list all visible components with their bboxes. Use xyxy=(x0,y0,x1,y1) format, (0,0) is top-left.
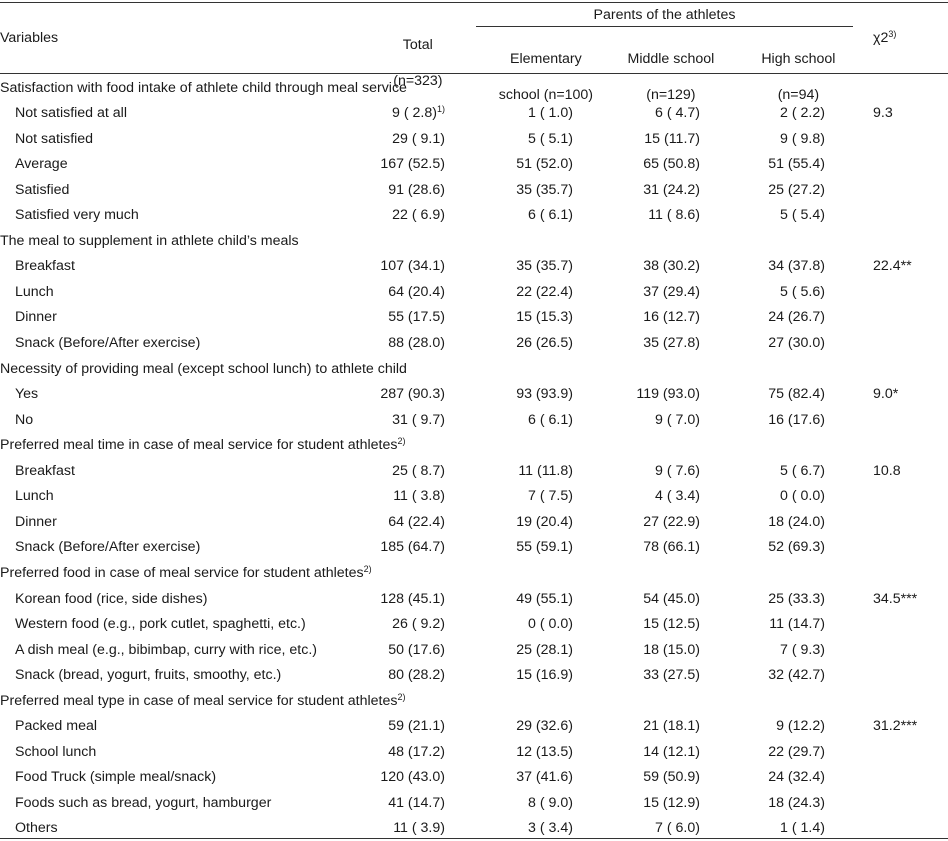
chi-square-value: 9.0* xyxy=(873,386,899,403)
row-label: School lunch xyxy=(15,743,97,760)
row-label: Dinner xyxy=(15,513,57,530)
middle-value: 78 (66.1) xyxy=(643,539,700,556)
high-value: 7 ( 9.3) xyxy=(780,641,825,658)
cell-text: 48 (17.2) xyxy=(388,743,445,760)
section-title xyxy=(0,564,372,582)
high-value: 25 (27.2) xyxy=(768,181,825,198)
high-value: 5 ( 6.7) xyxy=(780,462,825,479)
cell-text: Necessity of providing meal (except school lunch) to athlete child xyxy=(0,360,407,377)
cell-text: 64 (22.4) xyxy=(388,513,445,530)
high-value: 52 (69.3) xyxy=(768,539,825,556)
row-label: Snack (bread, yogurt, fruits, smoothy, etc.) xyxy=(15,667,282,684)
middle-value: 16 (12.7) xyxy=(643,309,700,326)
middle-value: 54 (45.0) xyxy=(643,590,700,607)
high-value: 0 ( 0.0) xyxy=(780,488,825,505)
elementary-value: 93 (93.9) xyxy=(516,386,573,403)
total-value xyxy=(330,462,445,480)
chi-square-value: 34.5*** xyxy=(873,590,918,607)
header-middle-line1: Middle school xyxy=(627,51,715,67)
cell-text: 26 ( 9.2) xyxy=(392,616,445,633)
cell-text: 31 ( 9.7) xyxy=(392,411,445,428)
chi-square-value: 22.4** xyxy=(873,258,912,275)
row-label: Packed meal xyxy=(15,718,98,735)
high-value: 24 (32.4) xyxy=(768,769,825,786)
elementary-value: 6 ( 6.1) xyxy=(528,207,573,224)
section-title-footnote: 2) xyxy=(363,563,372,574)
elementary-value: 0 ( 0.0) xyxy=(528,616,573,633)
elementary-value: 51 (52.0) xyxy=(516,156,573,173)
high-value: 18 (24.3) xyxy=(768,794,825,811)
total-value xyxy=(330,768,445,786)
middle-value: 6 ( 4.7) xyxy=(655,105,700,122)
middle-value: 14 (12.1) xyxy=(643,743,700,760)
high-value: 51 (55.4) xyxy=(768,156,825,173)
middle-value: 7 ( 6.0) xyxy=(655,820,700,837)
cell-text: The meal to supplement in athlete child’s meals xyxy=(0,232,299,249)
header-high-line1: High school xyxy=(761,51,836,67)
row-label: Breakfast xyxy=(15,462,75,479)
row-label: Not satisfied xyxy=(15,130,94,147)
row-label: Average xyxy=(15,156,68,173)
cell-text: 41 (14.7) xyxy=(388,794,445,811)
chi-square-value: 31.2*** xyxy=(873,718,918,735)
total-value xyxy=(330,590,445,608)
row-label: Satisfied very much xyxy=(15,207,139,224)
cell-text: 50 (17.6) xyxy=(388,641,445,658)
total-value xyxy=(330,819,445,837)
total-value xyxy=(330,717,445,735)
high-value: 11 (14.7) xyxy=(769,616,825,633)
chi-square-value: 9.3 xyxy=(873,105,893,122)
header-elementary-line1: Elementary xyxy=(510,51,582,67)
elementary-value: 22 (22.4) xyxy=(516,283,573,300)
high-value: 18 (24.0) xyxy=(768,513,825,530)
total-value xyxy=(330,538,445,556)
section-title-footnote: 2) xyxy=(397,436,406,447)
middle-value: 11 ( 8.6) xyxy=(648,207,700,224)
cell-text: 29 ( 9.1) xyxy=(392,130,445,147)
top-rule xyxy=(0,2,948,3)
header-elementary-line2: school (n=100) xyxy=(498,87,594,103)
row-label: Korean food (rice, side dishes) xyxy=(15,590,208,607)
elementary-value: 29 (32.6) xyxy=(516,718,573,735)
row-label: No xyxy=(15,411,34,428)
total-value xyxy=(330,206,445,224)
cell-text: 25 ( 8.7) xyxy=(392,462,445,479)
row-label: Satisfied xyxy=(15,181,70,198)
chi-footnote: 3) xyxy=(888,29,897,39)
middle-value: 65 (50.8) xyxy=(643,156,700,173)
middle-value: 59 (50.9) xyxy=(643,769,700,786)
middle-value: 15 (12.5) xyxy=(643,616,700,633)
cell-text: Satisfaction with food intake of athlete child through meal service xyxy=(0,79,407,96)
group-rule xyxy=(476,26,853,27)
total-value xyxy=(330,794,445,812)
high-value: 22 (29.7) xyxy=(768,743,825,760)
high-value: 9 (12.2) xyxy=(776,718,825,735)
cell-text: 120 (43.0) xyxy=(380,769,445,786)
total-value xyxy=(330,513,445,531)
cell-text: Preferred food in case of meal service for student athletes xyxy=(0,564,364,581)
total-value xyxy=(330,743,445,761)
middle-value: 9 ( 7.0) xyxy=(655,411,700,428)
cell-text: 9 ( 2.8) xyxy=(392,105,437,122)
high-value: 5 ( 5.6) xyxy=(780,283,825,300)
elementary-value: 8 ( 9.0) xyxy=(528,794,573,811)
header-middle-line2: (n=129) xyxy=(646,87,696,103)
row-label: Snack (Before/After exercise) xyxy=(15,539,201,556)
row-label: Foods such as bread, yogurt, hamburger xyxy=(15,794,272,811)
cell-text: 167 (52.5) xyxy=(380,156,445,173)
header-chi-square xyxy=(873,29,896,47)
total-value xyxy=(330,385,445,403)
elementary-value: 25 (28.1) xyxy=(516,641,573,658)
high-value: 5 ( 5.4) xyxy=(780,207,825,224)
elementary-value: 7 ( 7.5) xyxy=(528,488,573,505)
chi-symbol: χ2 xyxy=(873,30,889,46)
high-value: 2 ( 2.2) xyxy=(780,105,825,122)
elementary-value: 15 (16.9) xyxy=(516,667,573,684)
header-total-line1: Total xyxy=(402,37,433,53)
high-value: 24 (26.7) xyxy=(768,309,825,326)
total-value xyxy=(330,666,445,684)
elementary-value: 37 (41.6) xyxy=(516,769,573,786)
middle-value: 18 (15.0) xyxy=(643,641,700,658)
total-footnote: 1) xyxy=(436,104,445,115)
middle-value: 9 ( 7.6) xyxy=(655,462,700,479)
row-label: Snack (Before/After exercise) xyxy=(15,335,201,351)
elementary-value: 11 (11.8) xyxy=(518,462,573,479)
total-value xyxy=(330,487,445,505)
row-label: Western food (e.g., pork cutlet, spaghetti, etc.) xyxy=(15,616,306,633)
elementary-value: 6 ( 6.1) xyxy=(528,411,573,428)
elementary-value: 15 (15.3) xyxy=(516,309,573,326)
middle-value: 21 (18.1) xyxy=(643,718,700,735)
middle-value: 33 (27.5) xyxy=(643,667,700,684)
high-value: 34 (37.8) xyxy=(768,258,825,275)
section-title-footnote: 2) xyxy=(397,691,406,702)
cell-text: 64 (20.4) xyxy=(388,283,445,300)
cell-text: 287 (90.3) xyxy=(380,386,445,403)
middle-value: 35 (27.8) xyxy=(643,335,700,351)
elementary-value: 35 (35.7) xyxy=(516,181,573,198)
elementary-value: 35 (35.7) xyxy=(516,258,573,275)
row-label: Yes xyxy=(15,386,39,403)
cell-text: 11 ( 3.9) xyxy=(393,820,445,837)
middle-value: 4 ( 3.4) xyxy=(655,488,700,505)
row-label: Dinner xyxy=(15,309,57,326)
row-label: Others xyxy=(15,820,58,837)
high-value: 9 ( 9.8) xyxy=(780,130,825,147)
cell-text: 128 (45.1) xyxy=(380,590,445,607)
cell-text: 55 (17.5) xyxy=(388,309,445,326)
header-high-line2: (n=94) xyxy=(777,87,820,103)
cell-text: 80 (28.2) xyxy=(388,667,445,684)
total-value xyxy=(330,257,445,275)
row-label: Food Truck (simple meal/snack) xyxy=(15,769,217,786)
high-value: 1 ( 1.4) xyxy=(780,820,825,837)
elementary-value: 55 (59.1) xyxy=(516,539,573,556)
elementary-value: 19 (20.4) xyxy=(516,513,573,530)
middle-value: 37 (29.4) xyxy=(643,283,700,300)
header-parents-group: Parents of the athletes xyxy=(593,7,736,23)
total-value xyxy=(330,104,445,122)
row-label: A dish meal (e.g., bibimbap, curry with rice, etc.) xyxy=(15,641,317,658)
bottom-rule xyxy=(0,838,948,839)
total-value xyxy=(330,615,445,633)
cell-text: 185 (64.7) xyxy=(380,539,445,556)
total-value xyxy=(330,130,445,148)
high-value: 27 (30.0) xyxy=(768,335,825,351)
high-value: 32 (42.7) xyxy=(768,667,825,684)
cell-text: 59 (21.1) xyxy=(388,718,445,735)
total-value xyxy=(330,155,445,173)
total-value xyxy=(330,641,445,659)
header-total-line2: (n=323) xyxy=(393,73,443,89)
total-value xyxy=(330,283,445,301)
middle-value: 38 (30.2) xyxy=(643,258,700,275)
row-label: Breakfast xyxy=(15,258,75,275)
high-value: 25 (33.3) xyxy=(768,590,825,607)
cell-text: 91 (28.6) xyxy=(388,181,445,198)
middle-value: 15 (12.9) xyxy=(643,794,700,811)
cell-text: Preferred meal type in case of meal service for student athletes xyxy=(0,692,398,709)
cell-text: 107 (34.1) xyxy=(380,258,445,275)
header-variables: Variables xyxy=(0,30,59,46)
section-title xyxy=(0,360,407,378)
elementary-value: 49 (55.1) xyxy=(516,590,573,607)
high-value: 16 (17.6) xyxy=(768,411,825,428)
cell-text: 11 ( 3.8) xyxy=(393,488,445,505)
cell-text: 22 ( 6.9) xyxy=(392,207,445,224)
section-title xyxy=(0,232,299,250)
middle-value: 27 (22.9) xyxy=(643,513,700,530)
row-label: Not satisfied at all xyxy=(15,105,127,122)
section-title xyxy=(0,79,407,97)
cell-text: Preferred meal time in case of meal service for student athletes xyxy=(0,437,398,454)
elementary-value: 3 ( 3.4) xyxy=(528,820,573,837)
middle-value: 119 (93.0) xyxy=(636,386,700,403)
high-value: 75 (82.4) xyxy=(768,386,825,403)
row-label: Lunch xyxy=(15,488,54,505)
middle-value: 15 (11.7) xyxy=(644,130,700,147)
elementary-value: 1 ( 1.0) xyxy=(528,105,573,122)
section-title xyxy=(0,692,405,710)
row-label: Lunch xyxy=(15,283,54,300)
total-value xyxy=(330,181,445,199)
elementary-value: 12 (13.5) xyxy=(516,743,573,760)
total-value xyxy=(330,334,445,352)
total-value xyxy=(330,411,445,429)
cell-text: 88 (28.0) xyxy=(388,335,445,351)
elementary-value: 26 (26.5) xyxy=(516,335,573,351)
chi-square-value: 10.8 xyxy=(873,462,901,479)
middle-value: 31 (24.2) xyxy=(643,181,700,198)
section-title xyxy=(0,436,405,454)
total-value xyxy=(330,308,445,326)
elementary-value: 5 ( 5.1) xyxy=(528,130,573,147)
